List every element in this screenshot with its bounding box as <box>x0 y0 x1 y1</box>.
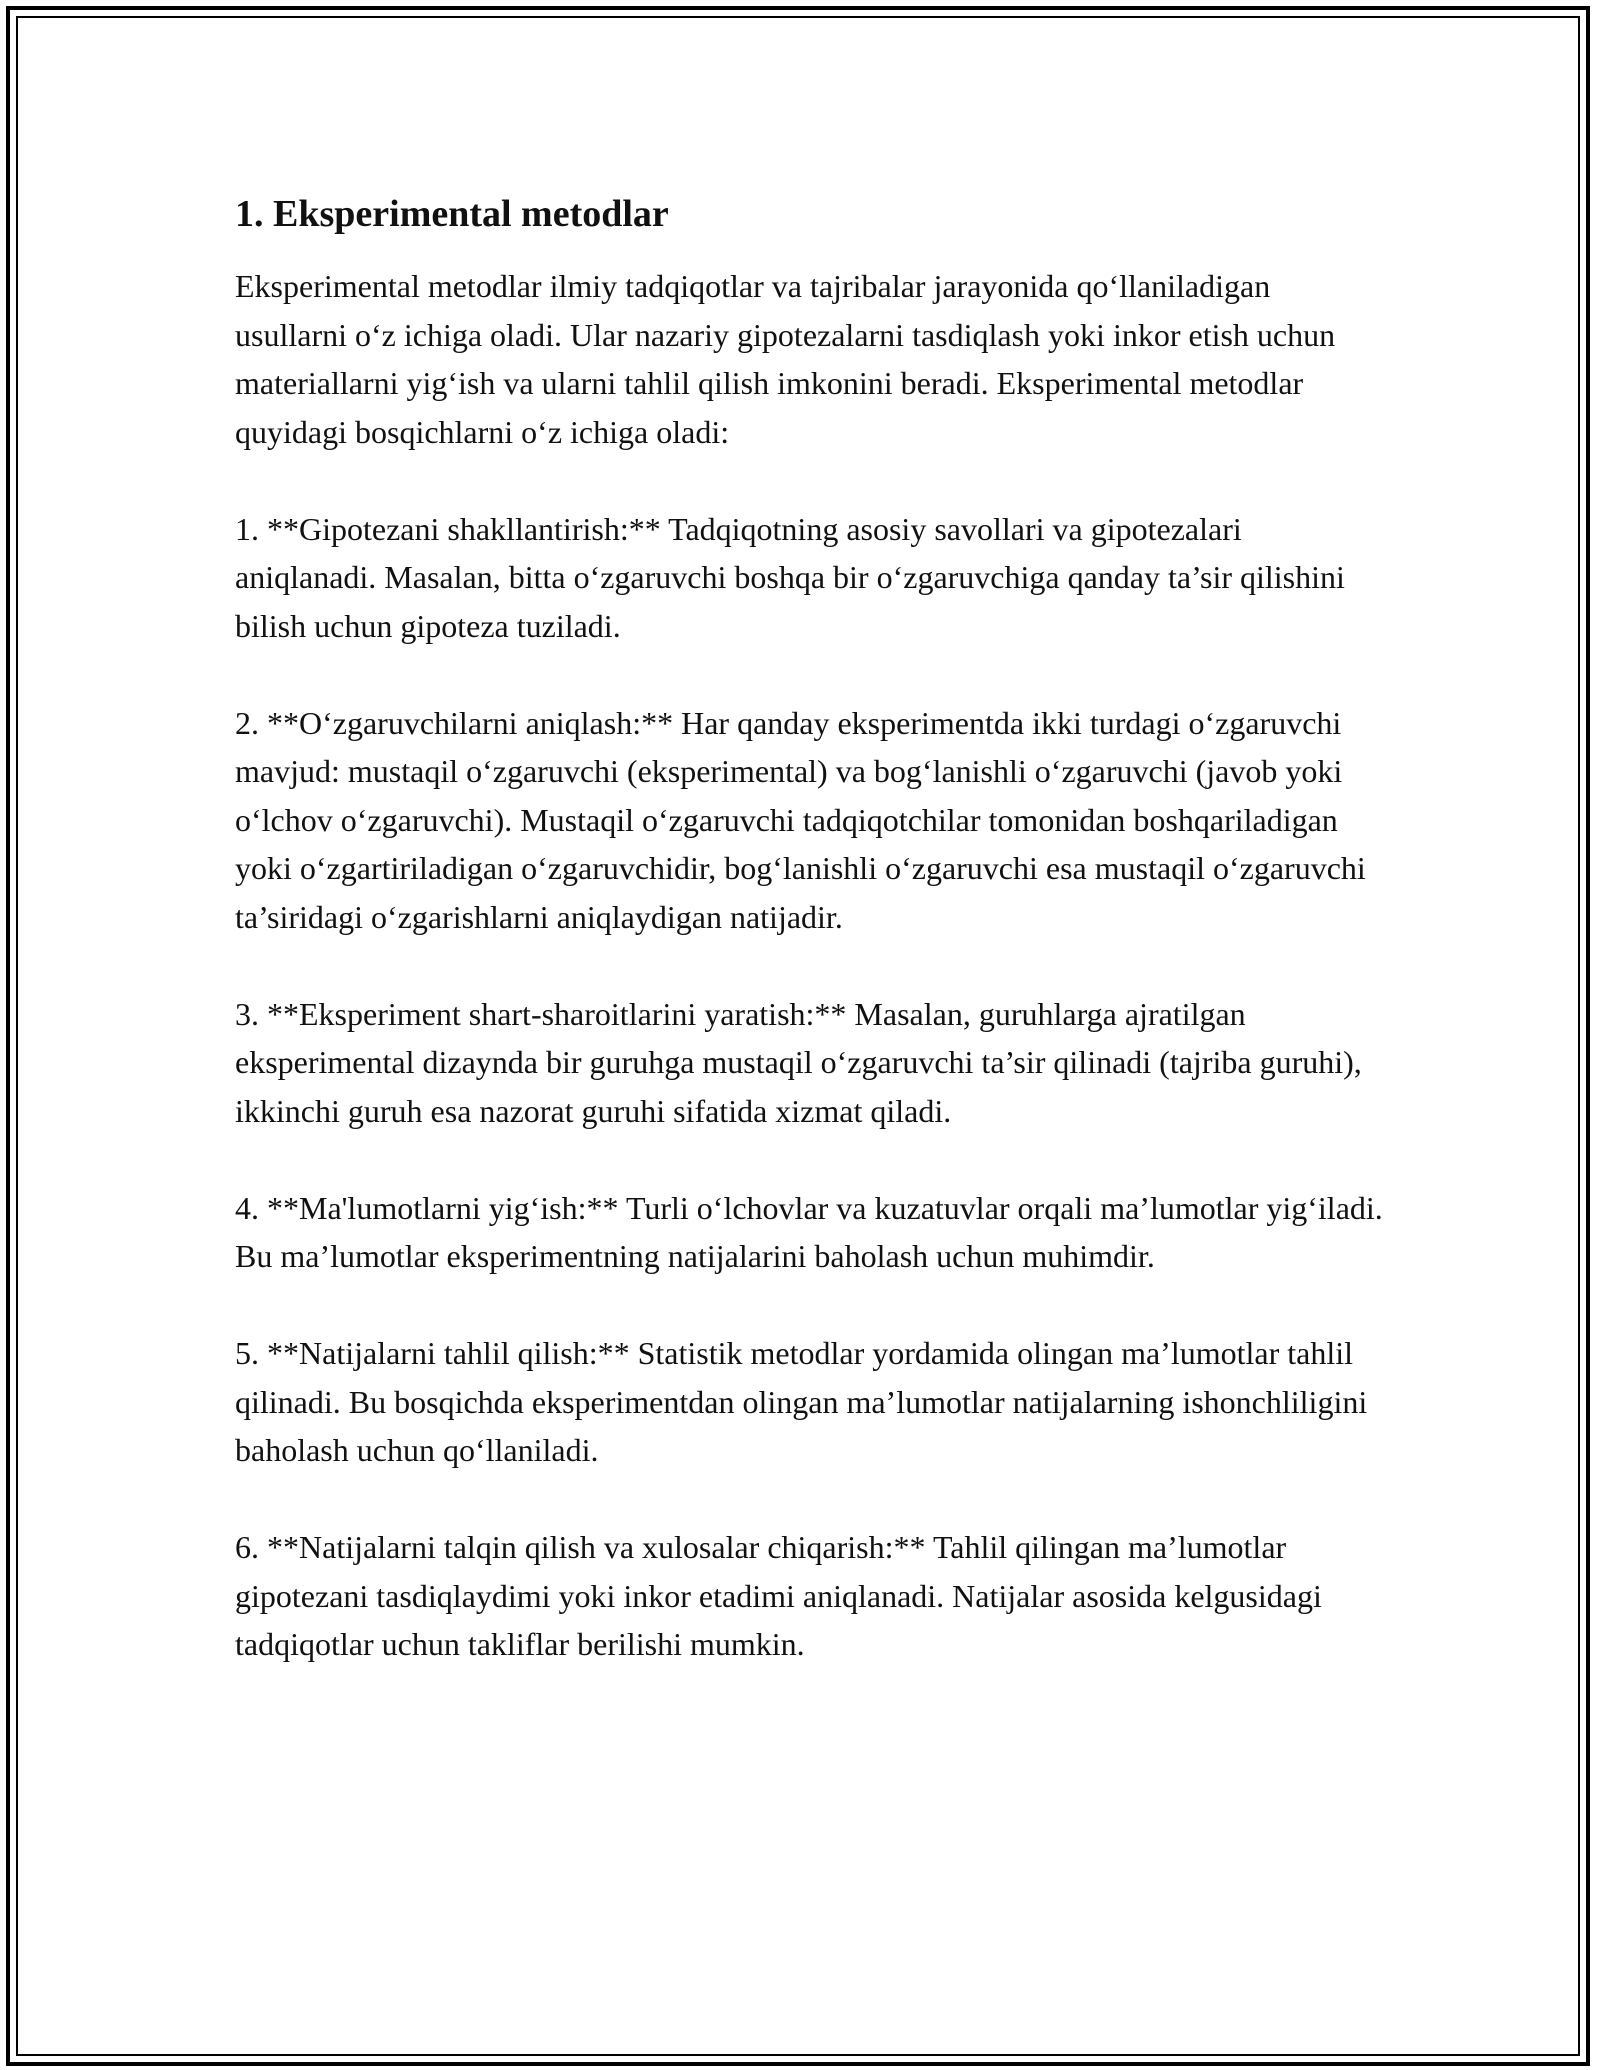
section-heading: 1. Eksperimental metodlar <box>235 193 669 235</box>
step-5-paragraph: 5. **Natijalarni tahlil qilish:** Statistik metodlar yordamida olingan ma’lumotlar tahlil qilinadi. Bu bosqichda eksperimentdan olingan ma’lumotlar natijalarning ishonchliligini baholash uchun qo‘llaniladi. <box>235 1335 1368 1468</box>
step-6-paragraph: 6. **Natijalarni talqin qilish va xulosalar chiqarish:** Tahlil qilingan ma’lumotlar gipotezani tasdiqlaydimi yoki inkor etadimi aniqlanadi. Natijalar asosida kelgusidagi tadqiqotlar uchun takliflar berilishi mumkin. <box>235 1529 1322 1662</box>
step-2-paragraph: 2. **O‘zgaruvchilarni aniqlash:** Har qanday eksperimentda ikki turdagi o‘zgaruvchi mavjud: mustaqil o‘zgaruvchi (eksperimental) va bog‘lanishli o‘zgaruvchi (javob yoki o‘lchov o‘zgaruvchi). Mustaqil o‘zgaruvchi tadqiqotchilar tomonidan boshqariladigan yoki o‘zgartiriladigan o‘zgaruvchidir, bog‘lanishli o‘zgaruvchi esa mustaqil o‘zgaruvchi ta’siridagi o‘zgarishlarni aniqlaydigan natijadir. <box>235 704 1366 935</box>
step-1-paragraph: 1. **Gipotezani shakllantirish:** Tadqiqotning asosiy savollari va gipotezalari aniqlanadi. Masalan, bitta o‘zgaruvchi boshqa bir o‘zgaruvchiga qanday ta’sir qilishini bilish uchun gipoteza tuziladi. <box>235 510 1345 644</box>
step-3-paragraph: 3. **Eksperiment shart-sharoitlarini yaratish:** Masalan, guruhlarga ajratilgan eksperimental dizaynda bir guruhga mustaqil o‘zgaruvchi ta’sir qilinadi (tajriba guruhi), ikkinchi guruh esa nazorat guruhi sifatida xizmat qiladi. <box>235 995 1362 1129</box>
document-body <box>235 188 1385 1717</box>
step-4-paragraph: 4. **Ma'lumotlarni yig‘ish:** Turli o‘lchovlar va kuzatuvlar orqali ma’lumotlar yig‘iladi. Bu ma’lumotlar eksperimentning natijalarini baholash uchun muhimdir. <box>235 1189 1383 1274</box>
intro-paragraph: Eksperimental metodlar ilmiy tadqiqotlar va tajribalar jarayonida qo‘llaniladigan usullarni o‘z ichiga oladi. Ular nazariy gipotezalarni tasdiqlash yoki inkor etish uchun materiallarni yig‘ish va ularni tahlil qilish imkonini beradi. Eksperimental metodlar quyidagi bosqichlarni o‘z ichiga oladi: <box>235 268 1336 450</box>
